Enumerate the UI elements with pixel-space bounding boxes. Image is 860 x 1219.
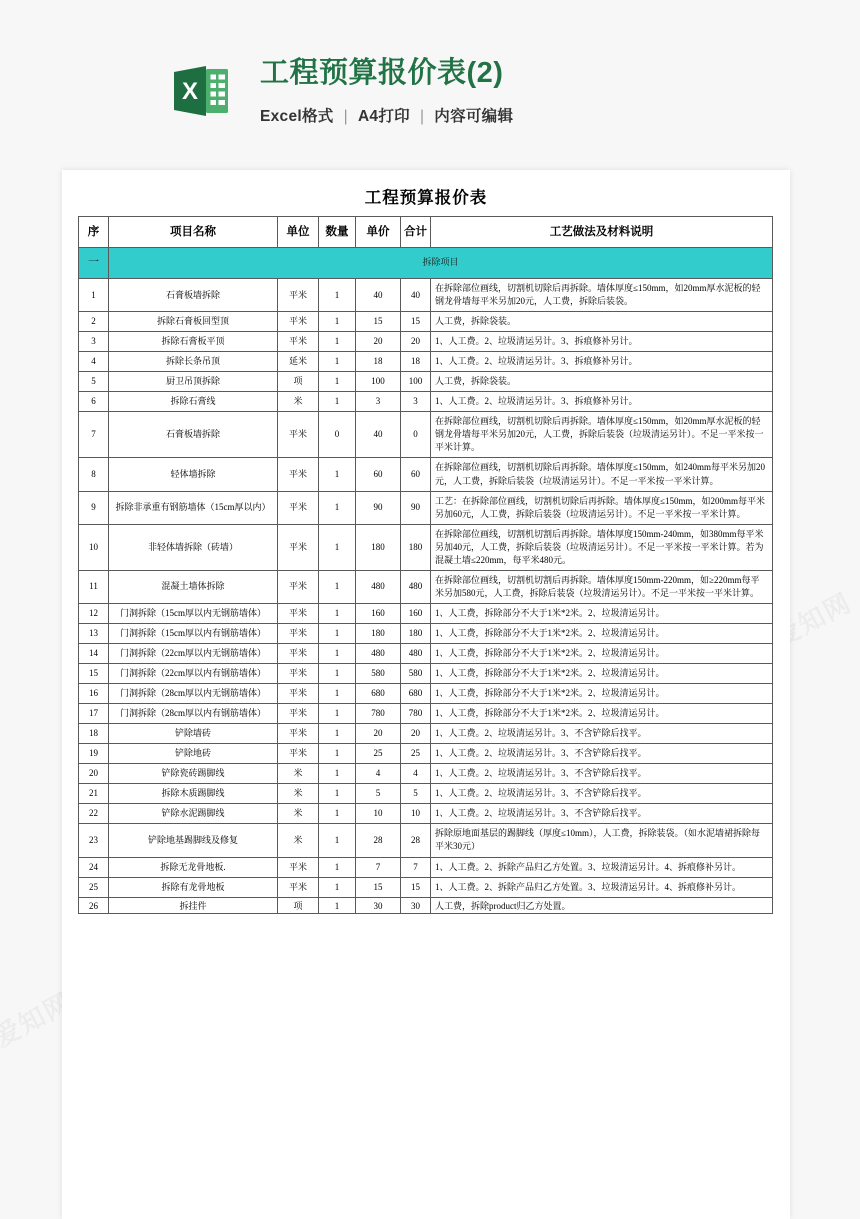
table-row[interactable] (79, 684, 773, 704)
row-name: 拆除石膏板平顶 (109, 332, 278, 352)
budget-quote-table (78, 216, 773, 914)
table-row[interactable] (79, 724, 773, 744)
row-seq: 18 (79, 724, 109, 744)
row-unit: 平米 (278, 332, 319, 352)
row-unit: 平米 (278, 412, 319, 458)
row-price: 160 (356, 603, 401, 623)
row-desc: 1、人工费。2、垃圾清运另计。3、不含铲除后找平。 (431, 764, 773, 784)
row-name: 拆除非承重有钢筋墙体（15cm厚以内） (109, 491, 278, 524)
row-name: 门洞拆除（22cm厚以内有钢筋墙体） (109, 664, 278, 684)
row-total: 60 (401, 458, 431, 491)
svg-text:X: X (181, 78, 199, 105)
row-seq: 16 (79, 684, 109, 704)
row-price: 180 (356, 623, 401, 643)
table-row[interactable] (79, 279, 773, 312)
row-name: 门洞拆除（15cm厚以内无钢筋墙体） (109, 603, 278, 623)
row-name: 铲除墙砖 (109, 724, 278, 744)
col-header-price: 单价 (356, 217, 401, 248)
table-row[interactable] (79, 877, 773, 897)
row-seq: 23 (79, 824, 109, 857)
row-total: 25 (401, 744, 431, 764)
table-row[interactable] (79, 897, 773, 913)
row-name: 门洞拆除（22cm厚以内无钢筋墙体） (109, 643, 278, 663)
row-price: 7 (356, 857, 401, 877)
row-desc: 人工费，拆除袋装。 (431, 372, 773, 392)
row-qty: 1 (319, 877, 356, 897)
row-qty: 1 (319, 570, 356, 603)
row-qty: 1 (319, 392, 356, 412)
row-unit: 米 (278, 392, 319, 412)
row-seq: 21 (79, 784, 109, 804)
row-total: 28 (401, 824, 431, 857)
row-unit: 平米 (278, 279, 319, 312)
meta-print: A4打印 (357, 107, 410, 125)
table-row[interactable] (79, 664, 773, 684)
row-qty: 1 (319, 804, 356, 824)
row-desc: 工艺：在拆除部位画线，切割机切除后再拆除。墙体厚度≤150mm，如200mm每平米另加60元，人工费，拆除后装袋（垃圾清运另计）。不足一平米按一平米计算。 (431, 491, 773, 524)
table-row[interactable] (79, 623, 773, 643)
row-desc: 人工费，拆除袋装。 (431, 312, 773, 332)
row-total: 180 (401, 623, 431, 643)
table-row[interactable] (79, 804, 773, 824)
row-name: 混凝土墙体拆除 (109, 570, 278, 603)
row-price: 4 (356, 764, 401, 784)
row-seq: 1 (79, 279, 109, 312)
col-header-unit: 单位 (278, 217, 319, 248)
section-label: 拆除项目 (109, 248, 773, 279)
row-total: 4 (401, 764, 431, 784)
row-seq: 10 (79, 524, 109, 570)
table-row[interactable] (79, 824, 773, 857)
row-price: 25 (356, 744, 401, 764)
row-desc: 在拆除部位画线，切割机切割后再拆除。墙体厚度150mm-220mm，如≥220mm每平米另加580元，人工费，拆除后装袋（垃圾清运另计）。不足一平米按一平米计算。 (431, 570, 773, 603)
row-desc: 1、人工费。2、垃圾清运另计。3、拆痕修补另计。 (431, 392, 773, 412)
row-unit: 平米 (278, 643, 319, 663)
row-name: 石膏板墙拆除 (109, 412, 278, 458)
row-total: 20 (401, 332, 431, 352)
row-name: 拆除木质踢脚线 (109, 784, 278, 804)
row-qty: 1 (319, 458, 356, 491)
row-name: 铲除瓷砖踢脚线 (109, 764, 278, 784)
row-price: 15 (356, 877, 401, 897)
row-seq: 22 (79, 804, 109, 824)
meta-separator-1: | (343, 107, 348, 125)
row-desc: 1、人工费。2、拆除产品归乙方处置。3、垃圾清运另计。4、拆痕修补另计。 (431, 857, 773, 877)
row-total: 100 (401, 372, 431, 392)
row-qty: 1 (319, 524, 356, 570)
row-desc: 1、人工费。2、垃圾清运另计。3、不含铲除后找平。 (431, 784, 773, 804)
row-qty: 1 (319, 372, 356, 392)
col-header-name: 项目名称 (109, 217, 278, 248)
row-desc: 拆除原地面基层的踢脚线（厚度≤10mm），人工费，拆除装袋。（如水泥墙裙拆除每平米30元） (431, 824, 773, 857)
row-seq: 2 (79, 312, 109, 332)
row-desc: 1、人工费，拆除部分不大于1米*2米。2、垃圾清运另计。 (431, 684, 773, 704)
row-desc: 1、人工费。2、垃圾清运另计。3、拆痕修补另计。 (431, 352, 773, 372)
table-row[interactable] (79, 352, 773, 372)
table-row[interactable] (79, 332, 773, 352)
section-header-row (79, 248, 773, 279)
row-seq: 8 (79, 458, 109, 491)
row-name: 门洞拆除（28cm厚以内有钢筋墙体） (109, 704, 278, 724)
col-header-desc: 工艺做法及材料说明 (431, 217, 773, 248)
row-qty: 1 (319, 664, 356, 684)
table-row[interactable] (79, 412, 773, 458)
row-total: 480 (401, 643, 431, 663)
page-title: 工程预算报价表(2) (260, 57, 504, 89)
row-seq: 9 (79, 491, 109, 524)
row-price: 28 (356, 824, 401, 857)
row-seq: 26 (79, 897, 109, 913)
row-qty: 1 (319, 744, 356, 764)
row-qty: 1 (319, 352, 356, 372)
row-desc: 1、人工费。2、垃圾清运另计。3、拆痕修补另计。 (431, 332, 773, 352)
row-unit: 米 (278, 784, 319, 804)
row-seq: 6 (79, 392, 109, 412)
row-total: 0 (401, 412, 431, 458)
row-total: 5 (401, 784, 431, 804)
row-desc: 在拆除部位画线，切割机切除后再拆除。墙体厚度≤150mm，如20mm厚水泥板的轻钢龙骨墙每平米另加20元，人工费，拆除后装袋。 (431, 279, 773, 312)
table-row[interactable] (79, 458, 773, 491)
row-desc: 1、人工费，拆除部分不大于1米*2米。2、垃圾清运另计。 (431, 643, 773, 663)
row-name: 非轻体墙拆除（砖墙） (109, 524, 278, 570)
row-name: 石膏板墙拆除 (109, 279, 278, 312)
meta-separator-2: | (419, 107, 425, 125)
row-qty: 1 (319, 603, 356, 623)
row-qty: 1 (319, 824, 356, 857)
row-seq: 4 (79, 352, 109, 372)
row-unit: 米 (278, 824, 319, 857)
row-unit: 平米 (278, 857, 319, 877)
row-name: 拆除石膏板回型顶 (109, 312, 278, 332)
row-price: 180 (356, 524, 401, 570)
row-desc: 1、人工费，拆除部分不大于1米*2米。2、垃圾清运另计。 (431, 603, 773, 623)
row-qty: 1 (319, 312, 356, 332)
row-seq: 19 (79, 744, 109, 764)
row-price: 3 (356, 392, 401, 412)
table-row[interactable] (79, 704, 773, 724)
row-unit: 平米 (278, 458, 319, 491)
table-header-row (79, 217, 773, 248)
row-total: 15 (401, 877, 431, 897)
col-header-total: 合计 (401, 217, 431, 248)
row-unit: 平米 (278, 664, 319, 684)
row-total: 20 (401, 724, 431, 744)
row-name: 门洞拆除（28cm厚以内无钢筋墙体） (109, 684, 278, 704)
table-row[interactable] (79, 857, 773, 877)
row-price: 480 (356, 570, 401, 603)
row-unit: 平米 (278, 704, 319, 724)
row-name: 铲除水泥踢脚线 (109, 804, 278, 824)
col-header-seq: 序 (79, 217, 109, 248)
row-total: 780 (401, 704, 431, 724)
row-total: 180 (401, 524, 431, 570)
row-unit: 平米 (278, 603, 319, 623)
row-name: 轻体墙拆除 (109, 458, 278, 491)
row-seq: 3 (79, 332, 109, 352)
row-unit: 平米 (278, 623, 319, 643)
row-unit: 平米 (278, 744, 319, 764)
row-name: 铲除地基踢脚线及修复 (109, 824, 278, 857)
row-total: 90 (401, 491, 431, 524)
row-desc: 1、人工费。2、垃圾清运另计。3、不含铲除后找平。 (431, 724, 773, 744)
row-qty: 1 (319, 643, 356, 663)
row-price: 60 (356, 458, 401, 491)
row-price: 18 (356, 352, 401, 372)
row-unit: 平米 (278, 877, 319, 897)
row-price: 20 (356, 724, 401, 744)
row-price: 40 (356, 279, 401, 312)
table-row[interactable] (79, 643, 773, 663)
row-unit: 平米 (278, 312, 319, 332)
row-price: 480 (356, 643, 401, 663)
row-total: 7 (401, 857, 431, 877)
row-unit: 米 (278, 764, 319, 784)
row-price: 580 (356, 664, 401, 684)
table-row[interactable] (79, 570, 773, 603)
table-head (79, 217, 773, 248)
excel-file-icon (172, 62, 230, 120)
row-total: 40 (401, 279, 431, 312)
row-qty: 1 (319, 623, 356, 643)
row-total: 680 (401, 684, 431, 704)
row-unit: 平米 (278, 724, 319, 744)
row-price: 15 (356, 312, 401, 332)
col-header-qty: 数量 (319, 217, 356, 248)
row-qty: 0 (319, 412, 356, 458)
row-seq: 15 (79, 664, 109, 684)
row-price: 30 (356, 897, 401, 913)
row-seq: 11 (79, 570, 109, 603)
table-row[interactable] (79, 491, 773, 524)
row-seq: 5 (79, 372, 109, 392)
row-desc: 1、人工费。2、垃圾清运另计。3、不含铲除后找平。 (431, 804, 773, 824)
row-price: 40 (356, 412, 401, 458)
table-row[interactable] (79, 392, 773, 412)
row-total: 10 (401, 804, 431, 824)
row-qty: 1 (319, 764, 356, 784)
row-qty: 1 (319, 704, 356, 724)
table-row[interactable] (79, 524, 773, 570)
row-qty: 1 (319, 857, 356, 877)
document-page (62, 170, 790, 1219)
row-desc: 1、人工费。2、拆除产品归乙方处置。3、垃圾清运另计。4、拆痕修补另计。 (431, 877, 773, 897)
row-qty: 1 (319, 784, 356, 804)
table-body (79, 248, 773, 914)
row-qty: 1 (319, 684, 356, 704)
row-desc: 在拆除部位画线，切割机切除后再拆除。墙体厚度≤150mm，如240mm每平米另加20元，人工费，拆除后装袋（垃圾清运另计）。不足一平米按一平米计算。 (431, 458, 773, 491)
page-header (0, 0, 860, 160)
row-total: 30 (401, 897, 431, 913)
row-seq: 25 (79, 877, 109, 897)
row-price: 680 (356, 684, 401, 704)
row-name: 拆除长条吊顶 (109, 352, 278, 372)
row-price: 20 (356, 332, 401, 352)
row-unit: 平米 (278, 491, 319, 524)
row-desc: 人工费，拆除product归乙方处置。 (431, 897, 773, 913)
row-desc: 在拆除部位画线，切割机切除后再拆除。墙体厚度≤150mm，如20mm厚水泥板的轻钢龙骨墙每平米另加20元，人工费，拆除后装袋（垃圾清运另计）。不足一平米按一平米计算。 (431, 412, 773, 458)
row-seq: 12 (79, 603, 109, 623)
row-unit: 米 (278, 804, 319, 824)
row-qty: 1 (319, 897, 356, 913)
row-name: 拆除无龙骨地板. (109, 857, 278, 877)
row-total: 580 (401, 664, 431, 684)
row-desc: 在拆除部位画线，切割机切割后再拆除。墙体厚度150mm-240mm，如380mm每平米另加40元，人工费，拆除后装袋（垃圾清运另计）。不足一平米按一平米计算。若为混凝土墙≤220mm，每平米480元。 (431, 524, 773, 570)
row-unit: 延米 (278, 352, 319, 372)
meta-editable: 内容可编辑 (434, 107, 514, 125)
row-unit: 项 (278, 897, 319, 913)
row-name: 拆挂件 (109, 897, 278, 913)
row-total: 480 (401, 570, 431, 603)
table-row[interactable] (79, 603, 773, 623)
table-row[interactable] (79, 312, 773, 332)
table-row[interactable] (79, 764, 773, 784)
row-seq: 17 (79, 704, 109, 724)
table-row[interactable] (79, 372, 773, 392)
section-seq: 一 (79, 248, 109, 279)
row-total: 18 (401, 352, 431, 372)
row-name: 厨卫吊顶拆除 (109, 372, 278, 392)
row-desc: 1、人工费，拆除部分不大于1米*2米。2、垃圾清运另计。 (431, 704, 773, 724)
header-meta (260, 104, 513, 126)
row-unit: 平米 (278, 570, 319, 603)
table-row[interactable] (79, 744, 773, 764)
row-seq: 7 (79, 412, 109, 458)
row-qty: 1 (319, 279, 356, 312)
row-desc: 1、人工费，拆除部分不大于1米*2米。2、垃圾清运另计。 (431, 623, 773, 643)
row-unit: 项 (278, 372, 319, 392)
row-price: 780 (356, 704, 401, 724)
row-name: 拆除有龙骨地板 (109, 877, 278, 897)
row-desc: 1、人工费，拆除部分不大于1米*2米。2、垃圾清运另计。 (431, 664, 773, 684)
row-unit: 平米 (278, 684, 319, 704)
row-name: 门洞拆除（15cm厚以内有钢筋墙体） (109, 623, 278, 643)
row-total: 15 (401, 312, 431, 332)
row-qty: 1 (319, 724, 356, 744)
row-total: 160 (401, 603, 431, 623)
row-price: 100 (356, 372, 401, 392)
row-seq: 24 (79, 857, 109, 877)
row-desc: 1、人工费。2、垃圾清运另计。3、不含铲除后找平。 (431, 744, 773, 764)
row-price: 5 (356, 784, 401, 804)
table-title: 工程预算报价表 (364, 188, 488, 207)
row-total: 3 (401, 392, 431, 412)
row-qty: 1 (319, 332, 356, 352)
row-name: 拆除石膏线 (109, 392, 278, 412)
row-seq: 14 (79, 643, 109, 663)
row-price: 90 (356, 491, 401, 524)
row-qty: 1 (319, 491, 356, 524)
meta-format: Excel格式 (260, 107, 334, 125)
row-unit: 平米 (278, 524, 319, 570)
row-seq: 20 (79, 764, 109, 784)
row-name: 铲除地砖 (109, 744, 278, 764)
row-seq: 13 (79, 623, 109, 643)
table-row[interactable] (79, 784, 773, 804)
row-price: 10 (356, 804, 401, 824)
